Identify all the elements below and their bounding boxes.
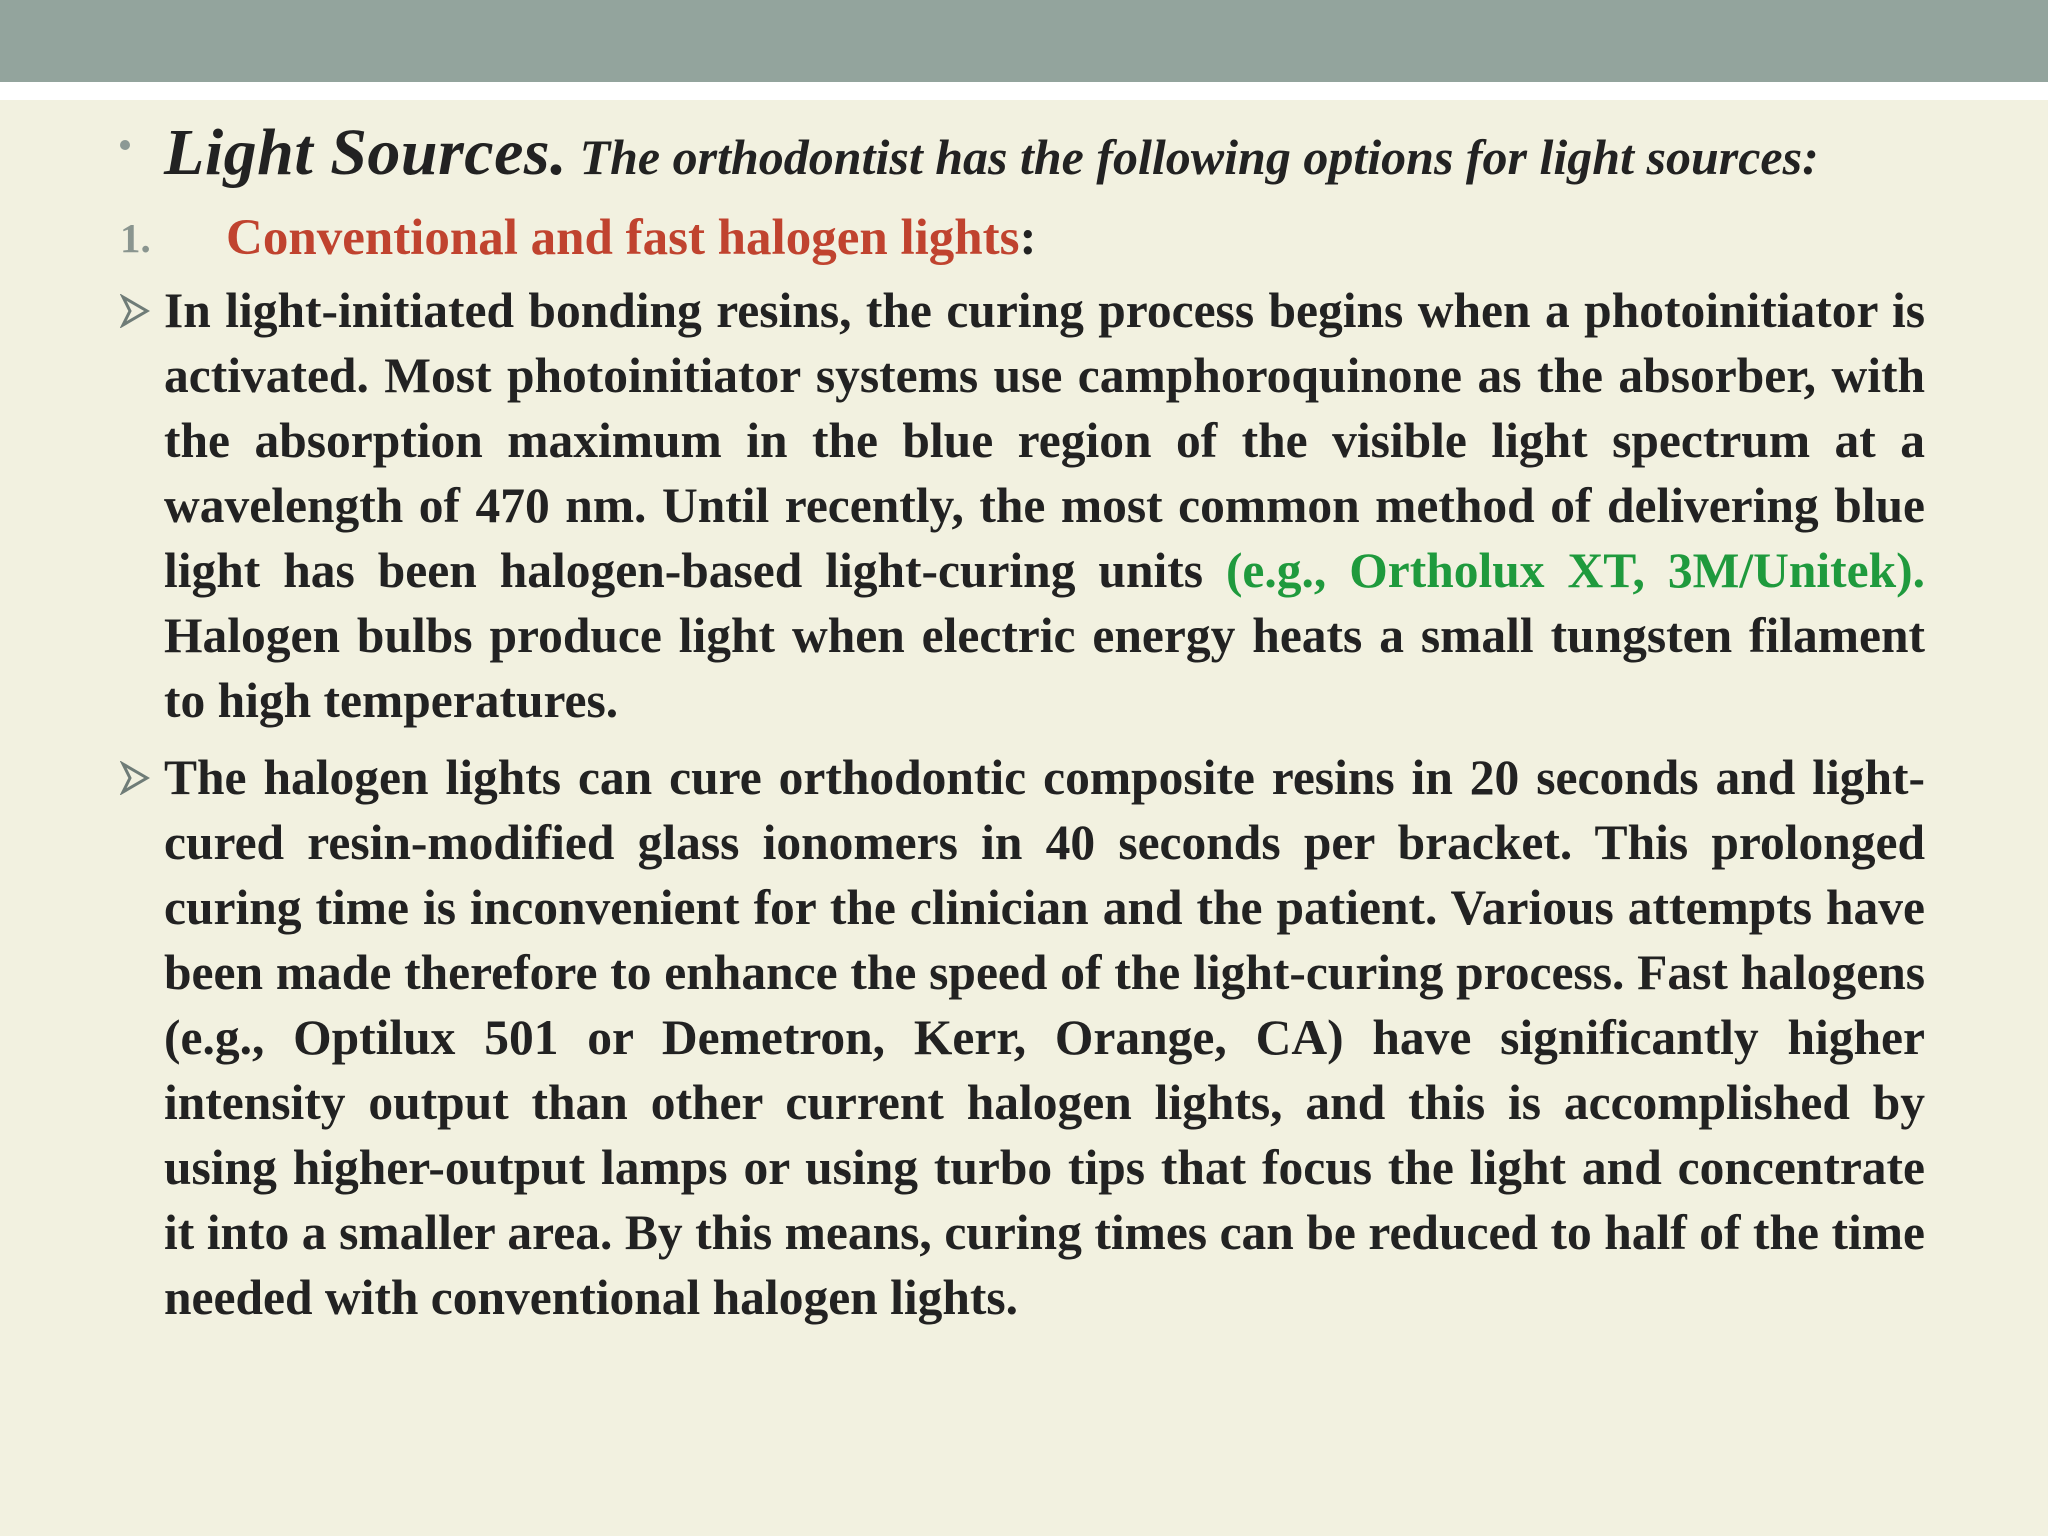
heading-text: The orthodontist has the following options for light sources: (567, 129, 1819, 185)
paragraph-text: The halogen lights can cure orthodontic composite resins in 20 seconds and light-cured resin-modified glass ionomers in 40 seconds per bracket. This prolonged curing time is inconvenient for the clinician and the patient. Various attempts have been made therefore to enhance the speed of the light-curing process. Fast halogens (e.g., Optilux 501 or Demetron, Kerr, Orange, CA) have significantly higher intensity output than other current halogen lights, and this is accomplished by using higher-output lamps or using turbo tips that focus the light and concentrate it into a smaller area. By this means, curing times can be reduced to half of the time needed with conventional halogen lights. (164, 750, 1925, 1325)
paragraph-halogen-intro (120, 278, 1925, 733)
paragraph-text-end: Halogen bulbs produce light when electric energy heats a small tungsten filament to high temperatures. (164, 608, 1925, 728)
arrowhead-bullet-icon (120, 745, 154, 810)
item-title-suffix: : (1019, 210, 1037, 266)
arrowhead-bullet-icon (120, 278, 154, 343)
numbered-item (120, 198, 1925, 278)
paragraph-text: In light-initiated bonding resins, the curing process begins when a photoinitiator is activated. Most photoinitiator systems use camphoroquinone as the absorber, with the absorption maximum in the blue region of the visible light spectrum at a wavelength of 470 nm. Until recently, the most common method of delivering blue light has been halogen-based light-curing units (164, 283, 1925, 598)
paragraph-curing-time (120, 745, 1925, 1330)
light-sources-heading (120, 118, 1925, 192)
slide-content (120, 118, 1925, 1330)
heading-lead: Light Sources. (164, 116, 568, 189)
header-divider (0, 82, 2048, 100)
round-bullet-icon (120, 140, 130, 150)
product-example: (e.g., Ortholux XT, 3M/Unitek). (1225, 543, 1925, 598)
slide-header-bar (0, 0, 2048, 82)
item-number: 1. (120, 215, 151, 261)
item-title: Conventional and fast halogen lights (226, 210, 1020, 266)
